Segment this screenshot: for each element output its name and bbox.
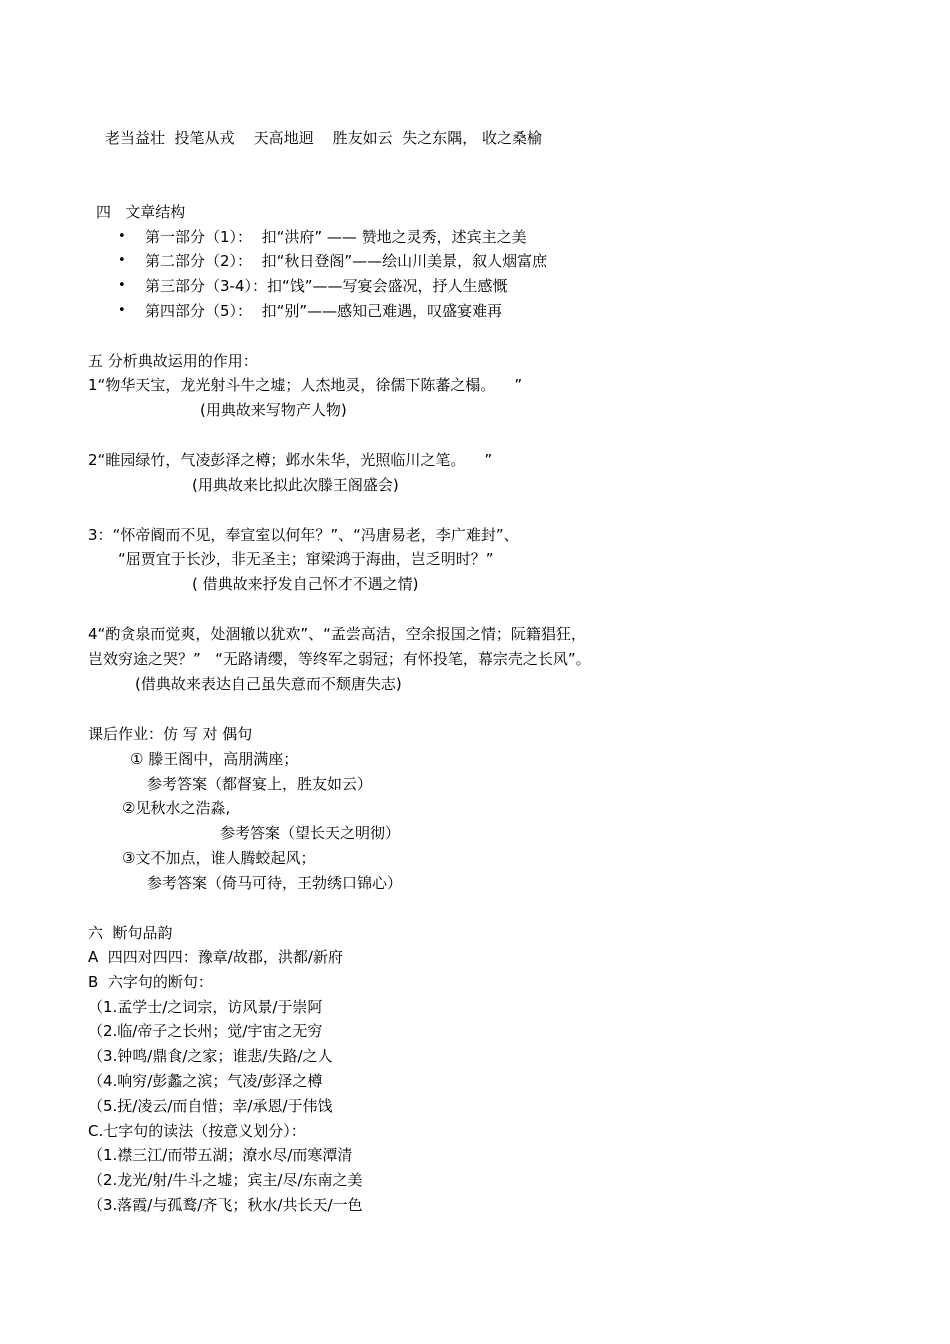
allusion-note: (借典故来表达自己虽失意而不颓唐失志)	[135, 675, 402, 693]
bullet-dot: •	[118, 278, 126, 293]
homework-question: ②见秋水之浩淼,	[122, 799, 231, 817]
six-char-item: （3.钟鸣/鼎食/之家；谁悲/失路/之人	[88, 1047, 333, 1065]
six-char-item: （4.响穷/彭蠡之滨；气凌/彭泽之樽	[88, 1072, 323, 1090]
allusion-line: 岂效穷途之哭？” “无路请缨，等终军之弱冠；有怀投笔，幕宗壳之长风”。	[88, 650, 591, 668]
bullet-dot: •	[118, 253, 126, 268]
six-char-item: （2.临/帝子之长州；觉/宇宙之无穷	[88, 1022, 323, 1040]
homework-answer: 参考答案（倚马可待，王勃绣口锦心）	[147, 874, 403, 892]
bullet-dot: •	[118, 229, 126, 244]
four-char-pattern: A 四四对四四：豫章/故郡，洪都/新府	[88, 948, 343, 966]
homework-question: ③文不加点，谁人腾蛟起风；	[122, 849, 316, 867]
bullet-dot: •	[118, 303, 126, 318]
homework-answer: 参考答案（望长天之明彻）	[220, 824, 401, 842]
structure-item: 第二部分（2）： 扣“秋日登阁”——绘山川美景，叙人烟富庶	[145, 252, 548, 270]
allusion-line: 2“睢园绿竹，气凌彭泽之樽；邺水朱华，光照临川之笔。 ”	[88, 451, 493, 469]
section4-heading: 四 文章结构	[96, 203, 186, 221]
section6-heading: 六 断句品韵	[88, 924, 173, 942]
idioms-line: 老当益壮 投笔从戎 天高地迥 胜友如云 失之东隅， 收之桑榆	[105, 129, 542, 147]
homework-heading: 课后作业：仿 写 对 偶句	[88, 725, 253, 743]
allusion-line: “屈贾宜于长沙，非无圣主；窜梁鸿于海曲，岂乏明时？”	[118, 550, 494, 568]
homework-question: ① 滕王阁中，高朋满座；	[130, 750, 299, 768]
allusion-note: (用典故来写物产人物)	[200, 401, 347, 419]
structure-item: 第四部分（5）： 扣“别”——感知己难遇，叹盛宴难再	[145, 302, 503, 320]
allusion-note: (用典故来比拟此次滕王阁盛会)	[192, 476, 399, 494]
six-char-item: （5.抚/凌云/而自惜；幸/承恩/于伟饯	[88, 1097, 333, 1115]
seven-char-item: （3.落霞/与孤鹜/齐飞；秋水/共长天/一色	[88, 1196, 363, 1214]
structure-item: 第三部分（3-4）：扣“饯”——写宴会盛况，抒人生感慨	[145, 277, 508, 295]
allusion-note: ( 借典故来抒发自己怀才不遇之情)	[192, 575, 419, 593]
seven-char-heading: C.七字句的读法（按意义划分）：	[88, 1122, 306, 1140]
seven-char-item: （2.龙光/射/牛斗之墟；宾主/尽/东南之美	[88, 1171, 363, 1189]
section5-heading: 五 分析典故运用的作用：	[88, 352, 258, 370]
seven-char-item: （1.襟三江/而带五湖；潦水尽/而寒潭清	[88, 1146, 353, 1164]
six-char-heading: B 六字句的断句：	[88, 973, 213, 991]
six-char-item: （1.孟学士/之词宗，访风景/于崇阿	[88, 998, 323, 1016]
allusion-line: 1“物华天宝，龙光射斗牛之墟；人杰地灵，徐儒下陈蕃之榻。 ”	[88, 376, 523, 394]
homework-answer: 参考答案（都督宴上，胜友如云）	[147, 775, 373, 793]
allusion-line: 4“酌贪泉而觉爽，处涸辙以犹欢”、“孟尝高洁，空余报国之情；阮籍猖狂，	[88, 625, 586, 643]
structure-item: 第一部分（1）： 扣“洪府” —— 赞地之灵秀，述宾主之美	[145, 228, 527, 246]
allusion-line: 3：“怀帝阍而不见，奉宣室以何年？”、“冯唐易老，李广难封”、	[88, 526, 519, 544]
